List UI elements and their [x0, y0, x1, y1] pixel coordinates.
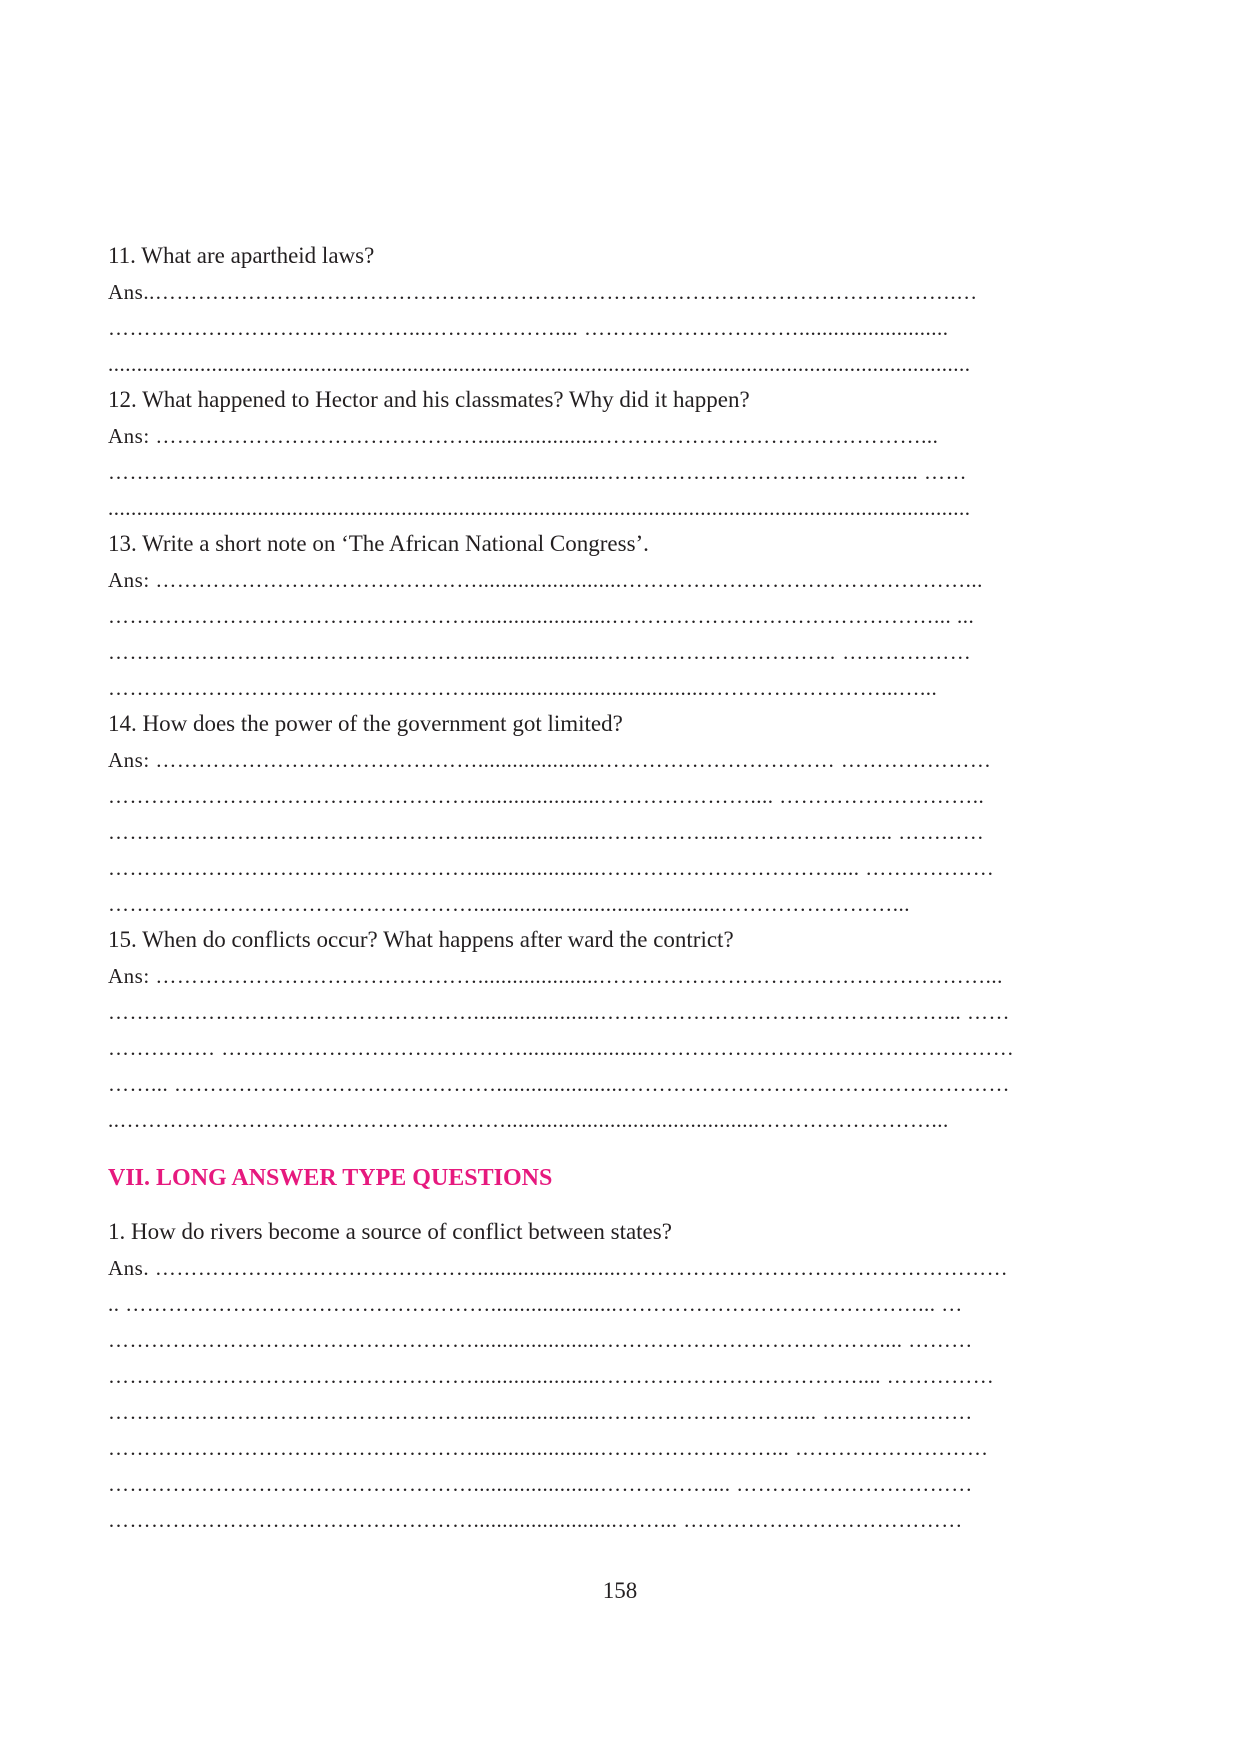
answer-line: ……………………………………………......................…………….... ……………………………: [108, 1472, 973, 1496]
questions-area: [108, 238, 1108, 1538]
answer-line: ……………………………………...……………….... …………………………..........................: [108, 316, 949, 340]
question-text: 11. What are apartheid laws?: [108, 243, 375, 268]
question-text: 1. How do rivers become a source of conflict between states?: [108, 1219, 672, 1244]
answer-line: ……………………………………………...........................................……………………...: [108, 892, 910, 916]
answer-line: ……………………………………………......................……………...…………………... …………: [108, 820, 985, 844]
question-text: 13. Write a short note on ‘The African National Congress’.: [108, 531, 649, 556]
answer-line: ……………………………………………......................……………………….... …………………: [108, 1400, 973, 1424]
answer-line: ……………………………………………........................………………………………………... ...: [108, 604, 975, 628]
answer-line: …………… ……………………………………......................……………………………………………: [108, 1036, 1015, 1060]
answer-line: ……………………………………………......................……………………... ………………………: [108, 1436, 989, 1460]
question-13: [108, 526, 1108, 706]
answer-line: ……………………………………………......................………………….... ………………………..: [108, 784, 985, 808]
page-number: 158: [602, 1578, 638, 1603]
answer-line: ……………………………………………......................……………………………………... ……: [108, 460, 967, 484]
answer-line: ……………………………………………......................…………………………………………... ……: [108, 1000, 1010, 1024]
answer-line: ……………………………………………......................………………………………….... ………: [108, 1328, 973, 1352]
answer-line: Ans: ……………………………………….....................…………………………… …………………: [108, 748, 992, 772]
answer-line: …………………………………………….........................……... …………………………………: [108, 1508, 963, 1532]
answer-line: …………………………………………….........................................……………………...…...: [108, 676, 938, 700]
answer-line: ......................................................................................................................................................: [108, 352, 971, 376]
answer-line: Ans: ……………………………………….........................…………………………………………...: [108, 568, 983, 592]
answer-line: ……………………………………………......................…………………………….... ………………: [108, 856, 995, 880]
answer-line: Ans: ……………………………………….....................………………………………………...: [108, 424, 939, 448]
answer-line: ……………………………………………......................……………………………….... ……………: [108, 1364, 995, 1388]
question-text: 15. When do conflicts occur? What happens after ward the contrict?: [108, 927, 734, 952]
question-12: [108, 382, 1108, 526]
long-question-1: [108, 1214, 1108, 1538]
question-text: 14. How does the power of the government got limited?: [108, 711, 623, 736]
answer-line: Ans. ……………………………………….........................………………………………………………: [108, 1256, 1009, 1280]
answer-line: Ans: ……………………………………….....................………………………………………………...: [108, 964, 1003, 988]
answer-line: .. ……………………………………………......................……………………………………... …: [108, 1292, 963, 1316]
question-11: [108, 238, 1108, 382]
answer-line: ……... ………………………………………......................………………………………………………: [108, 1072, 1010, 1096]
answer-line: ……………………………………………......................…………………………… ………………: [108, 640, 972, 664]
answer-line: ......................................................................................................................................................: [108, 496, 971, 520]
section-heading-long-answer: VII. LONG ANSWER TYPE QUESTIONS: [108, 1165, 553, 1191]
question-15: [108, 922, 1108, 1138]
question-text: 12. What happened to Hector and his classmates? Why did it happen?: [108, 387, 750, 412]
question-14: [108, 706, 1108, 922]
answer-line: ..………………………………………………............................................……………………...: [108, 1108, 949, 1132]
answer-line: Ans..………………………………………………………………………………………………….…: [108, 280, 978, 304]
